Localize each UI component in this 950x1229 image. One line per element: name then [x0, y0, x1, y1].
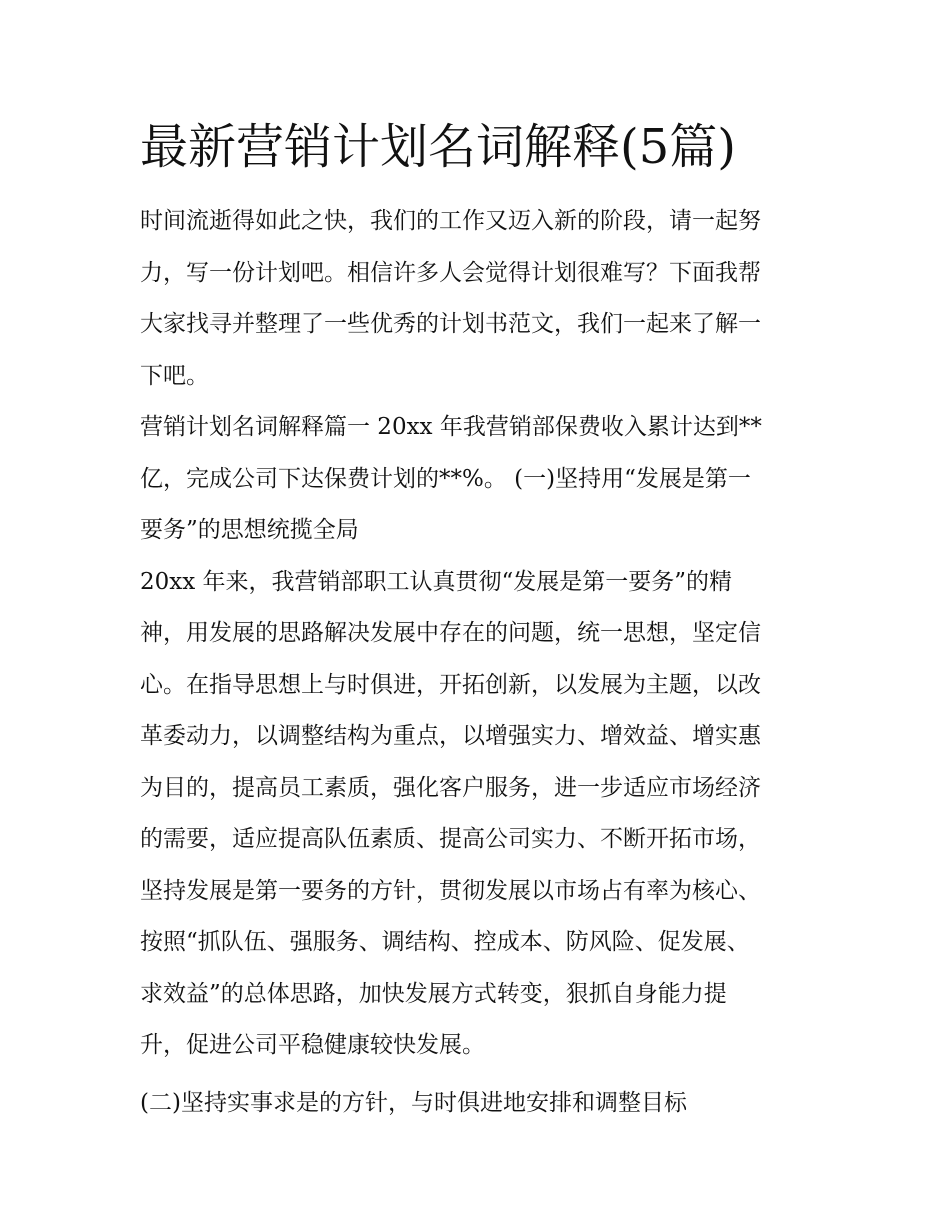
body-line: 求效益”的总体思路，加快发展方式转变，狠抓自身能力提	[140, 980, 727, 1007]
body-line: 20xx 年来，我营销部职工认真贯彻“发展是第一要务”的精	[140, 568, 733, 595]
body-line: 心。在指导思想上与时俱进，开拓创新，以发展为主题，以改	[140, 671, 761, 698]
body-line: 时间流逝得如此之快，我们的工作又迈入新的阶段，请一起努	[140, 208, 761, 234]
document-body	[140, 196, 820, 1129]
body-line: 营销计划名词解释篇一 20xx 年我营销部保费收入累计达到**	[140, 414, 762, 440]
document-title: 最新营销计划名词解释(5篇)	[140, 119, 736, 175]
body-line: 大家找寻并整理了一些优秀的计划书范文，我们一起来了解一	[140, 311, 761, 337]
body-line: 神，用发展的思路解决发展中存在的问题，统一思想，坚定信	[140, 620, 761, 646]
body-line: 要务”的思想统揽全局	[140, 517, 359, 543]
body-line: 下吧。	[140, 362, 209, 389]
body-line: 亿，完成公司下达保费计划的**%。 (一)坚持用“发展是第一	[140, 465, 751, 492]
body-line: 的需要，适应提高队伍素质、提高公司实力、不断开拓市场，	[140, 826, 761, 852]
body-line: 坚持发展是第一要务的方针，贯彻发展以市场占有率为核心、	[140, 877, 761, 904]
body-line: 为目的，提高员工素质，强化客户服务，进一步适应市场经济	[140, 774, 761, 801]
body-line: (二)坚持实事求是的方针，与时俱进地安排和调整目标	[140, 1089, 687, 1116]
body-line: 按照“抓队伍、强服务、调结构、控成本、防风险、促发展、	[140, 929, 750, 955]
body-line: 力，写一份计划吧。相信许多人会觉得计划很难写？下面我帮	[140, 259, 761, 286]
body-line: 升，促进公司平稳健康较快发展。	[140, 1032, 485, 1058]
body-line: 革委动力，以调整结构为重点，以增强实力、增效益、增实惠	[140, 723, 761, 749]
